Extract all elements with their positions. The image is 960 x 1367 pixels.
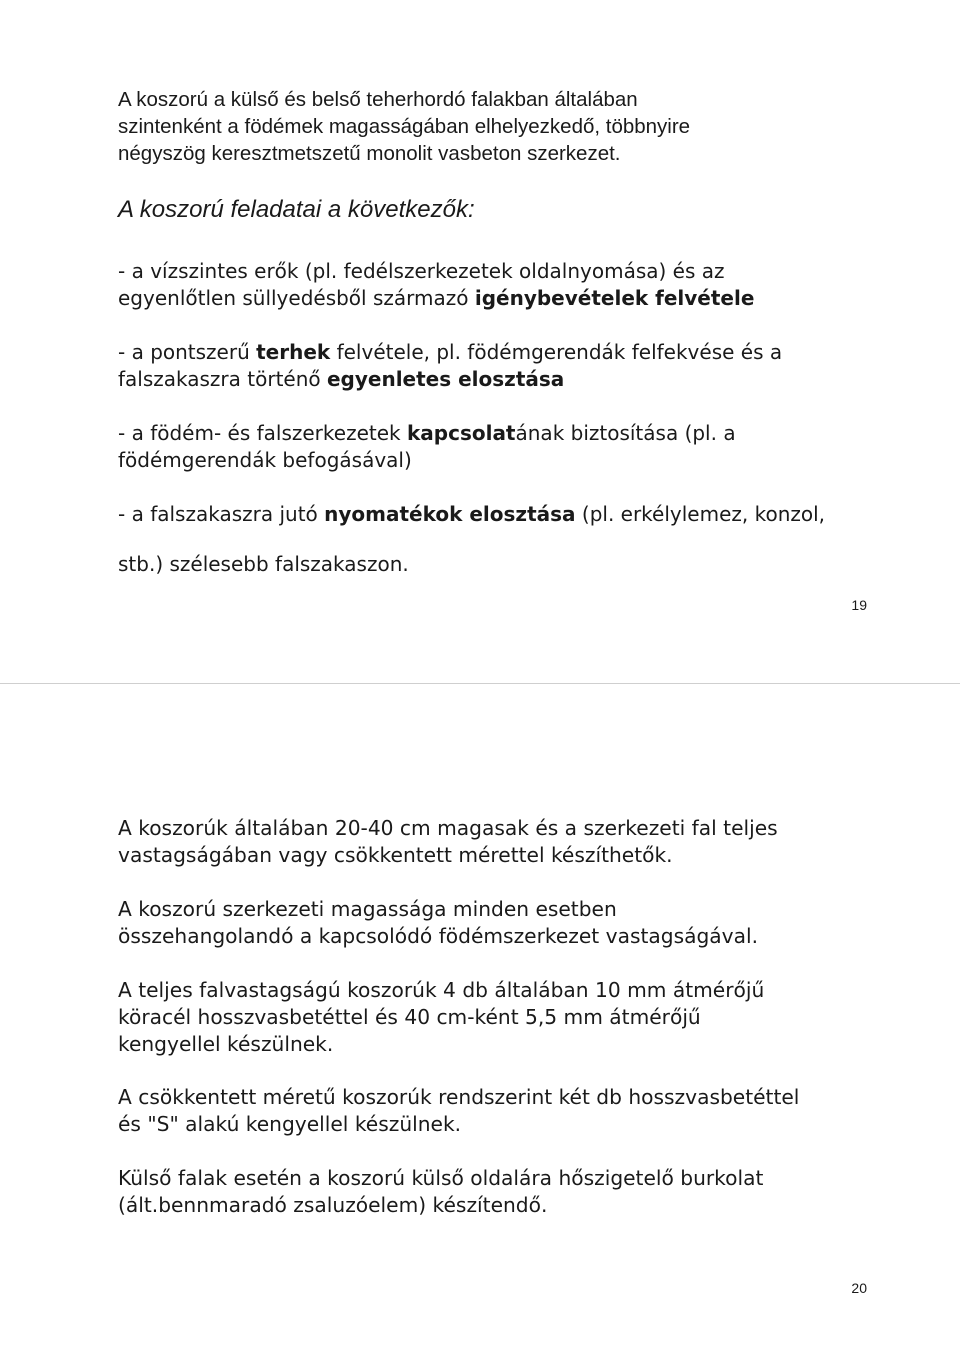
para-4-line-1: A csökkentett méretű koszorúk rendszerint két db hosszvasbetéttel — [118, 1085, 800, 1109]
para-1-line-2: vastagságában vagy csökkentett mérettel készíthetők. — [118, 843, 673, 867]
task-1-line-2 — [118, 285, 754, 311]
slide-20 — [0, 684, 960, 1367]
para-3-line-3: kengyellel készülnek. — [118, 1032, 334, 1056]
para-3-line-1: A teljes falvastagságú koszorúk 4 db általában 10 mm átmérőjű — [118, 978, 765, 1002]
task-4-text-a: - a falszakaszra jutó — [118, 502, 325, 526]
task-2-line-2 — [118, 366, 564, 392]
task-4-line-2: stb.) szélesebb falszakaszon. — [118, 552, 409, 576]
task-2-text-a: - a pontszerű — [118, 340, 257, 364]
task-2-text-b: felvétele, pl. födémgerendák felfekvése és a — [330, 340, 783, 364]
para-2-line-1: A koszorú szerkezeti magassága minden esetben — [118, 897, 617, 921]
tasks-heading: A koszorú feladatai a következők: — [118, 196, 475, 223]
task-3-text-b: ának biztosítása (pl. a — [515, 421, 736, 445]
task-1-line-1: - a vízszintes erők (pl. fedélszerkezetek oldalnyomása) és az — [118, 259, 725, 283]
para-5-line-1: Külső falak esetén a koszorú külső oldalára hőszigetelő burkolat — [118, 1166, 764, 1190]
task-4-text-b: (pl. erkélylemez, konzol, — [575, 502, 826, 526]
intro-line-2: szintenként a födémek magasságában elhelyezkedő, többnyire — [118, 115, 691, 138]
task-3-emphasis: kapcsolat — [406, 421, 516, 445]
task-2-emphasis-a: terhek — [256, 340, 331, 364]
task-4-line-1 — [118, 501, 825, 527]
task-4-emphasis: nyomatékok elosztása — [324, 502, 576, 526]
task-3-line-2: födémgerendák befogásával) — [118, 448, 412, 472]
task-2-line-1 — [118, 339, 782, 365]
page-number-20: 20 — [851, 1280, 867, 1296]
page-number-19: 19 — [851, 597, 867, 613]
task-2-emphasis-b: egyenletes elosztása — [326, 367, 565, 391]
task-3-text-a: - a födém- és falszerkezetek — [118, 421, 407, 445]
intro-line-1: A koszorú a külső és belső teherhordó falakban általában — [118, 88, 638, 111]
task-1-text: egyenlőtlen süllyedésből származó — [118, 286, 475, 310]
task-1-emphasis: igénybevételek felvétele — [474, 286, 755, 310]
slide-19 — [0, 0, 960, 683]
task-3-line-1 — [118, 420, 736, 446]
para-2-line-2: összehangolandó a kapcsolódó födémszerkezet vastagságával. — [118, 924, 758, 948]
para-4-line-2: és "S" alakú kengyellel készülnek. — [118, 1112, 462, 1136]
para-3-line-2: köracél hosszvasbetéttel és 40 cm-ként 5,5 mm átmérőjű — [118, 1005, 701, 1029]
para-5-line-2: (ált.bennmaradó zsaluzóelem) készítendő. — [118, 1193, 548, 1217]
task-2-text-c: falszakaszra történő — [118, 367, 327, 391]
para-1-line-1: A koszorúk általában 20-40 cm magasak és a szerkezeti fal teljes — [118, 816, 778, 840]
intro-line-3: négyszög keresztmetszetű monolit vasbeton szerkezet. — [118, 142, 621, 165]
